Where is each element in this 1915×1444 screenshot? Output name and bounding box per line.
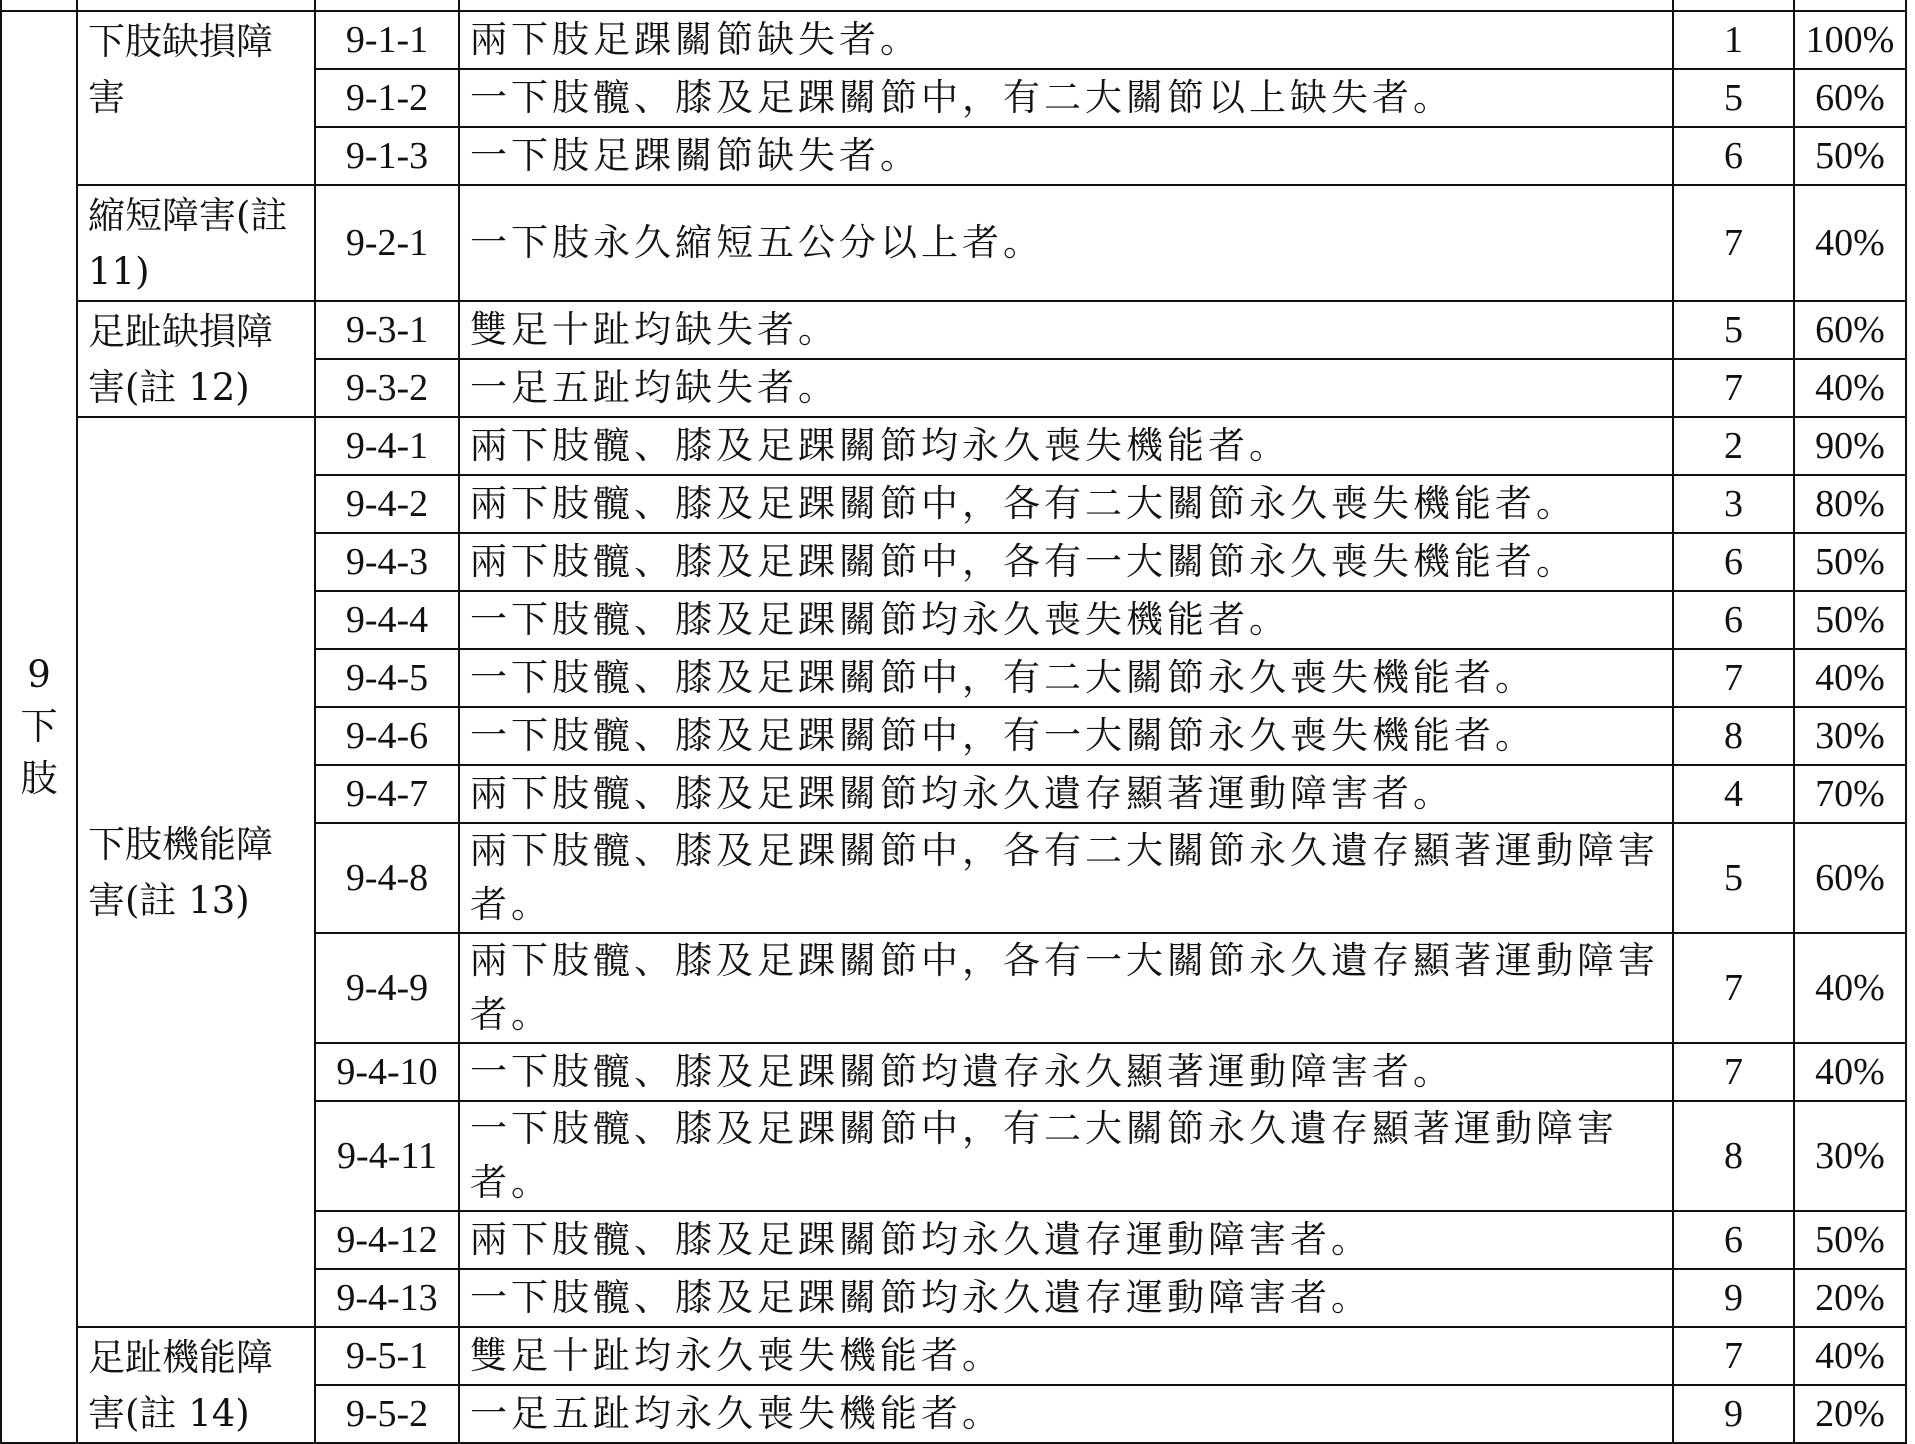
disability-level: 9 [1673, 1269, 1794, 1327]
item-description: 一足五趾均缺失者。 [459, 359, 1673, 417]
payout-ratio: 50% [1794, 591, 1906, 649]
item-description: 一下肢髖、膝及足踝關節均遺存永久顯著運動障害者。 [459, 1043, 1673, 1101]
payout-ratio: 100% [1794, 11, 1906, 69]
disability-level: 7 [1673, 359, 1794, 417]
top-edge-cell [1794, 0, 1906, 11]
payout-ratio: 40% [1794, 933, 1906, 1043]
item-code: 9-4-9 [315, 933, 459, 1043]
payout-ratio: 20% [1794, 1385, 1906, 1443]
top-edge-cell [459, 0, 1673, 11]
item-code: 9-4-3 [315, 533, 459, 591]
disability-level: 8 [1673, 707, 1794, 765]
item-description: 兩下肢髖、膝及足踝關節均永久喪失機能者。 [459, 417, 1673, 475]
item-code: 9-4-5 [315, 649, 459, 707]
item-description: 兩下肢髖、膝及足踝關節中，各有二大關節永久喪失機能者。 [459, 475, 1673, 533]
payout-ratio: 40% [1794, 1043, 1906, 1101]
item-code: 9-4-6 [315, 707, 459, 765]
disability-level: 2 [1673, 417, 1794, 475]
payout-ratio: 40% [1794, 1327, 1906, 1385]
item-description: 一下肢髖、膝及足踝關節均永久遺存運動障害者。 [459, 1269, 1673, 1327]
top-edge-cell [1, 0, 77, 11]
payout-ratio: 50% [1794, 127, 1906, 185]
payout-ratio: 40% [1794, 185, 1906, 301]
injury-type-cell: 縮短障害(註 11) [77, 185, 315, 301]
item-description: 兩下肢足踝關節缺失者。 [459, 11, 1673, 69]
item-description: 一下肢髖、膝及足踝關節中，有二大關節永久遺存顯著運動障害者。 [459, 1101, 1673, 1211]
payout-ratio: 60% [1794, 69, 1906, 127]
payout-ratio: 30% [1794, 1101, 1906, 1211]
item-code: 9-5-2 [315, 1385, 459, 1443]
injury-type-cell: 下肢機能障害(註 13) [77, 417, 315, 1327]
item-code: 9-4-2 [315, 475, 459, 533]
disability-level: 4 [1673, 765, 1794, 823]
disability-level: 5 [1673, 301, 1794, 359]
item-code: 9-4-4 [315, 591, 459, 649]
item-code: 9-1-2 [315, 69, 459, 127]
table-row [1, 11, 1906, 69]
item-code: 9-1-1 [315, 11, 459, 69]
table-row [1, 417, 1906, 475]
disability-level: 9 [1673, 1385, 1794, 1443]
top-edge-cell [315, 0, 459, 11]
item-description: 雙足十趾均缺失者。 [459, 301, 1673, 359]
disability-level: 6 [1673, 1211, 1794, 1269]
item-description: 兩下肢髖、膝及足踝關節中，各有一大關節永久喪失機能者。 [459, 533, 1673, 591]
item-code: 9-3-2 [315, 359, 459, 417]
disability-level: 6 [1673, 533, 1794, 591]
payout-ratio: 40% [1794, 359, 1906, 417]
limb-name-char: 下 [20, 705, 58, 748]
top-edge-cell [1673, 0, 1794, 11]
item-code: 9-4-10 [315, 1043, 459, 1101]
item-code: 9-4-12 [315, 1211, 459, 1269]
item-description: 兩下肢髖、膝及足踝關節均永久遺存運動障害者。 [459, 1211, 1673, 1269]
table-row [1, 301, 1906, 359]
item-description: 兩下肢髖、膝及足踝關節均永久遺存顯著運動障害者。 [459, 765, 1673, 823]
top-edge-cell [77, 0, 315, 11]
disability-level: 1 [1673, 11, 1794, 69]
payout-ratio: 60% [1794, 301, 1906, 359]
limb-cell [1, 11, 77, 1443]
payout-ratio: 90% [1794, 417, 1906, 475]
injury-type-cell: 下肢缺損障害 [77, 11, 315, 185]
disability-level: 5 [1673, 69, 1794, 127]
payout-ratio: 40% [1794, 649, 1906, 707]
item-description: 一足五趾均永久喪失機能者。 [459, 1385, 1673, 1443]
item-code: 9-2-1 [315, 185, 459, 301]
table-top-edge [1, 0, 1906, 11]
item-code: 9-4-13 [315, 1269, 459, 1327]
item-code: 9-3-1 [315, 301, 459, 359]
payout-ratio: 80% [1794, 475, 1906, 533]
disability-level: 3 [1673, 475, 1794, 533]
disability-level: 6 [1673, 127, 1794, 185]
payout-ratio: 20% [1794, 1269, 1906, 1327]
payout-ratio: 50% [1794, 1211, 1906, 1269]
limb-number: 9 [27, 653, 51, 696]
item-code: 9-1-3 [315, 127, 459, 185]
item-code: 9-4-8 [315, 823, 459, 933]
disability-level: 7 [1673, 933, 1794, 1043]
item-description: 一下肢髖、膝及足踝關節中，有二大關節永久喪失機能者。 [459, 649, 1673, 707]
limb-name-char: 肢 [20, 757, 58, 800]
item-code: 9-4-11 [315, 1101, 459, 1211]
table-row [1, 1327, 1906, 1385]
disability-level: 7 [1673, 649, 1794, 707]
item-description: 一下肢永久縮短五公分以上者。 [459, 185, 1673, 301]
disability-level: 7 [1673, 1043, 1794, 1101]
injury-type-cell: 足趾缺損障害(註 12) [77, 301, 315, 417]
payout-ratio: 50% [1794, 533, 1906, 591]
item-code: 9-4-7 [315, 765, 459, 823]
item-description: 雙足十趾均永久喪失機能者。 [459, 1327, 1673, 1385]
payout-ratio: 60% [1794, 823, 1906, 933]
disability-level: 5 [1673, 823, 1794, 933]
payout-ratio: 30% [1794, 707, 1906, 765]
item-description: 兩下肢髖、膝及足踝關節中，各有二大關節永久遺存顯著運動障害者。 [459, 823, 1673, 933]
disability-level: 7 [1673, 1327, 1794, 1385]
payout-ratio: 70% [1794, 765, 1906, 823]
disability-level: 6 [1673, 591, 1794, 649]
item-description: 一下肢髖、膝及足踝關節均永久喪失機能者。 [459, 591, 1673, 649]
item-code: 9-5-1 [315, 1327, 459, 1385]
disability-level: 8 [1673, 1101, 1794, 1211]
item-description: 一下肢髖、膝及足踝關節中，有一大關節永久喪失機能者。 [459, 707, 1673, 765]
table-row [1, 185, 1906, 301]
disability-level: 7 [1673, 185, 1794, 301]
item-description: 一下肢足踝關節缺失者。 [459, 127, 1673, 185]
item-description: 一下肢髖、膝及足踝關節中，有二大關節以上缺失者。 [459, 69, 1673, 127]
item-code: 9-4-1 [315, 417, 459, 475]
injury-type-cell: 足趾機能障害(註 14) [77, 1327, 315, 1443]
item-description: 兩下肢髖、膝及足踝關節中，各有一大關節永久遺存顯著運動障害者。 [459, 933, 1673, 1043]
